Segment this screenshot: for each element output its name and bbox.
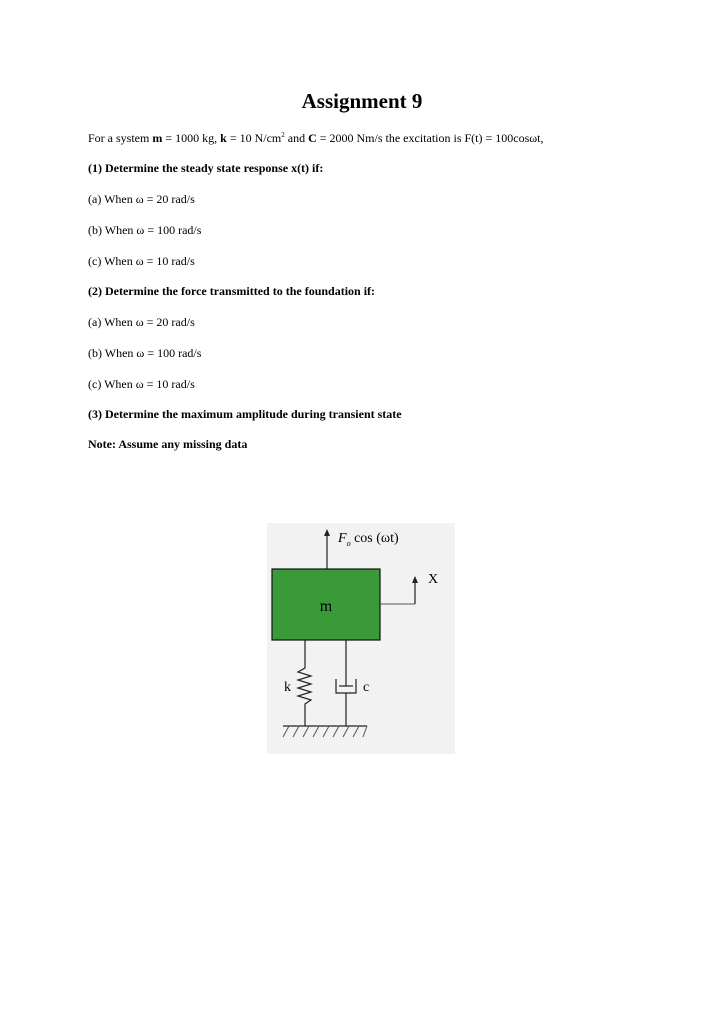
damping-symbol: C [308,131,317,145]
force-label: $F_o$ cos (ωt) [338,531,399,548]
question-3-heading: (3) Determine the maximum amplitude during transient state [88,407,402,421]
mass-spring-damper-figure [267,523,455,754]
note: Note: Assume any missing data [88,437,248,451]
question-1-heading: (1) Determine the steady state response x(t) if: [88,161,324,175]
displacement-label: X [428,572,439,587]
page-title: Assignment 9 [301,89,423,113]
mass-symbol: m [152,131,163,145]
question-2a: (a) When ω = 20 rad/s [88,315,195,329]
question-2-heading: (2) Determine the force transmitted to the foundation if: [88,284,376,298]
question-1c: (c) When ω = 10 rad/s [88,254,195,268]
intro-text-1: For a system [88,131,153,145]
question-1a: (a) When ω = 20 rad/s [88,192,195,206]
unit-superscript: 2 [281,131,285,139]
intro-text-3: = 10 N/cm [226,131,282,145]
stiffness-symbol: k [220,131,227,145]
intro-text-4: and [284,131,309,145]
system-diagram [267,523,455,754]
problem-statement [88,130,688,146]
damper-label: c [363,680,370,695]
mass-label: m [319,598,333,615]
question-2c: (c) When ω = 10 rad/s [88,377,195,391]
question-2b: (b) When ω = 100 rad/s [88,346,202,360]
spring-label: k [284,680,291,695]
intro-text-5: = 2000 Nm/s the excitation is F(t) = 100cosωt, [316,131,544,145]
question-1b: (b) When ω = 100 rad/s [88,223,202,237]
intro-text-2: = 1000 kg, [162,131,221,145]
